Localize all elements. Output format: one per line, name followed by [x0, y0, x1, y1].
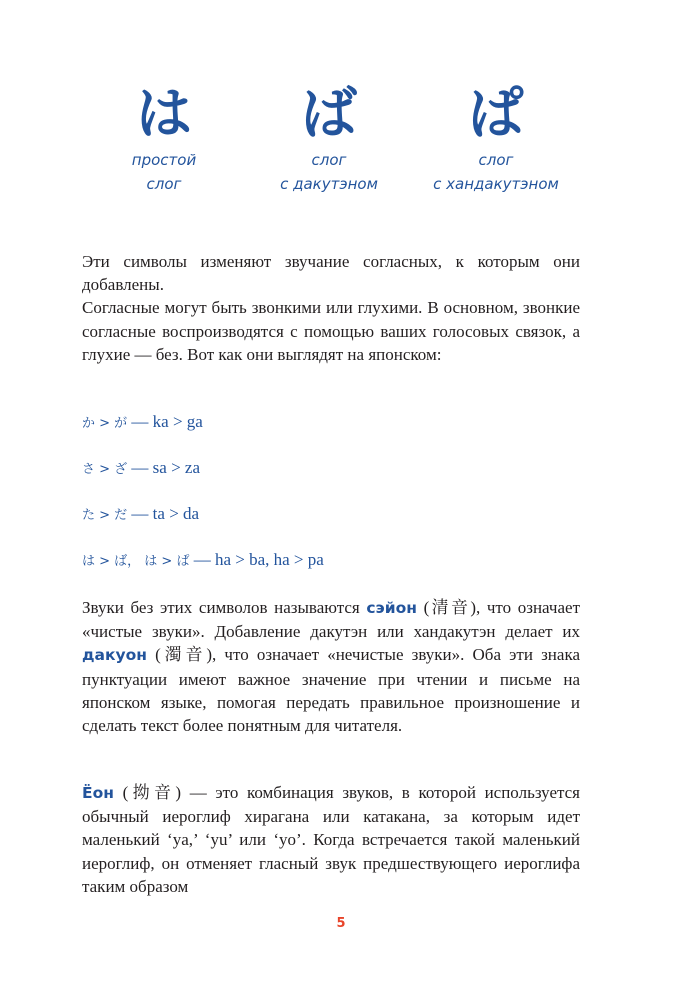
kana-caption: слог [478, 151, 514, 169]
example-kana: か > が [82, 416, 128, 431]
term-seion: сэйон [366, 599, 417, 617]
intro-text-2: Согласные могут быть звонкими или глухими. В основном, звонкие согласные воспроизводятся с помощью ваших голосовых связок, а глухие — без. Вот как они выглядят на японском: [82, 298, 580, 364]
example-ta [82, 502, 199, 527]
term-yoon: Ёон [82, 784, 114, 802]
example-roman: — ta > da [127, 504, 200, 523]
example-ha [82, 548, 324, 573]
example-ka [82, 410, 203, 435]
intro-paragraph [82, 250, 580, 366]
example-roman: — ka > ga [127, 412, 203, 431]
kana-caption: слог [311, 151, 347, 169]
example-kana: た > だ [82, 508, 128, 523]
kana-handakuten [396, 82, 596, 196]
seion-paragraph [82, 596, 580, 737]
example-roman: — sa > za [127, 458, 201, 477]
example-kana: さ > ざ [82, 462, 128, 477]
yoon-text: (拗音) — это комбинация звуков, в которой используется обычный иероглиф хирагана или катакана, за которым идет маленький ‘ya,’ ‘yu’ или ‘yo’. Когда встречается такой маленький иероглиф, он отменяет гласный звук предшествующего иероглифа таким образом [82, 783, 580, 896]
term-dakuon: дакуон [82, 646, 147, 665]
seion-text-1: Звуки без этих символов называются [82, 598, 367, 617]
example-kana: は > ば， は > ぱ [82, 554, 190, 569]
example-sa [82, 456, 200, 481]
kana-char: ぱ [468, 82, 524, 147]
kana-caption: слог [146, 175, 182, 193]
kana-comparison [0, 82, 682, 202]
kana-caption: с хандакутэном [433, 175, 559, 193]
kana-char: は [136, 82, 192, 147]
example-roman: — ha > ba, ha > pa [189, 550, 324, 569]
seion-text-2: (清音), что означает «чистые звуки». Добавление дакутэн или хандакутэн делает их [82, 598, 580, 642]
yoon-paragraph [82, 781, 580, 898]
kana-caption: с дакутэном [280, 175, 378, 193]
page-number: 5 [336, 916, 346, 931]
kana-char: ば [301, 82, 357, 147]
kana-caption: простой [131, 151, 197, 169]
seion-text-3: (濁音), что означает «нечистые звуки». Оба эти знака пунктуации имеют важное значение при чтении и письме на японском языке, помогая передать правильное произношение и сделать текст более понятным для читателя. [82, 645, 580, 736]
intro-text-1: Эти символы изменяют звучание согласных, к которым они добавлены. [82, 252, 580, 295]
